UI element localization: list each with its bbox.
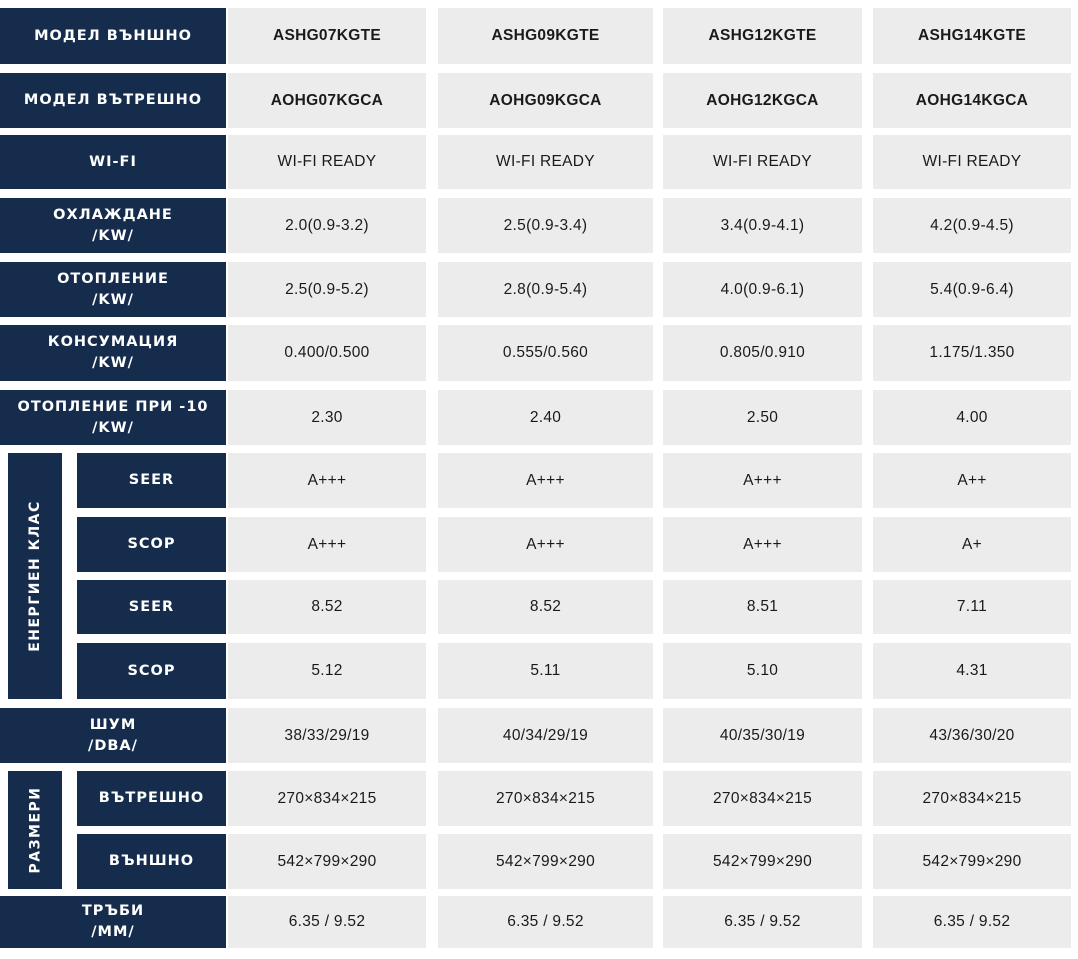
value-energy-class-4-3-text: 5.10 xyxy=(746,662,779,679)
value-energy-class-1-2-text: A+++ xyxy=(526,471,565,489)
value-consumption-2 xyxy=(438,325,653,381)
value-noise-4 xyxy=(873,708,1071,763)
row-label-wifi xyxy=(0,135,226,189)
value-energy-class-3-3-text: 8.51 xyxy=(746,598,779,615)
value-models-indoor-2 xyxy=(438,73,653,128)
energy-class-sub-label-1-text: SEER xyxy=(128,472,175,488)
value-heating-minus10-1 xyxy=(228,390,426,445)
value-energy-class-2-4-text: A+ xyxy=(962,535,982,553)
value-energy-class-1-1-text: A+++ xyxy=(307,471,347,489)
value-pipes-1-text: 6.35 / 9.52 xyxy=(288,913,366,930)
row-label-heating-text: ОТОПЛЕНИЕ /KW/ xyxy=(57,270,169,308)
value-wifi-2-text: WI-FI READY xyxy=(496,153,595,170)
value-wifi-1-text: WI-FI READY xyxy=(277,153,377,170)
value-energy-class-3-1-text: 8.52 xyxy=(311,598,343,615)
value-dimensions-1-3-text: 270×834×215 xyxy=(713,789,812,807)
value-noise-3-text: 40/35/30/19 xyxy=(719,726,806,744)
value-heating-2-text: 2.8(0.9-5.4) xyxy=(503,280,588,298)
value-pipes-3-text: 6.35 / 9.52 xyxy=(724,913,801,930)
value-noise-1 xyxy=(228,708,426,763)
dimensions-group-label-text: РАЗМЕРИ xyxy=(27,786,44,874)
value-dimensions-1-1 xyxy=(228,771,426,826)
value-models-indoor-1 xyxy=(228,73,426,128)
value-pipes-2 xyxy=(438,896,653,948)
value-dimensions-1-3 xyxy=(663,771,862,826)
value-consumption-3 xyxy=(663,325,862,381)
row-label-cooling xyxy=(0,198,226,253)
energy-class-sub-label-3 xyxy=(77,580,226,634)
row-label-noise-text: ШУМ /DBA/ xyxy=(88,716,138,754)
value-energy-class-4-1 xyxy=(228,643,426,699)
value-energy-class-1-4 xyxy=(873,453,1071,508)
value-energy-class-3-4-text: 7.11 xyxy=(956,598,988,615)
value-cooling-4-text: 4.2(0.9-4.5) xyxy=(930,216,1014,234)
value-models-outdoor-1-text: ASHG07KGTE xyxy=(272,27,382,44)
value-energy-class-3-3 xyxy=(663,580,862,634)
energy-class-sub-label-4 xyxy=(77,643,226,699)
value-pipes-3 xyxy=(663,896,862,948)
dimensions-sub-label-1 xyxy=(77,771,226,826)
row-label-models-outdoor xyxy=(0,8,226,64)
dimensions-sub-label-1-text: ВЪТРЕШНО xyxy=(98,790,205,806)
value-energy-class-3-2-text: 8.52 xyxy=(529,598,562,615)
value-models-outdoor-3 xyxy=(663,8,862,64)
row-label-consumption xyxy=(0,325,226,381)
value-models-indoor-3-text: AOHG12KGCA xyxy=(706,91,819,109)
value-energy-class-4-1-text: 5.12 xyxy=(311,662,343,679)
energy-class-sub-label-1 xyxy=(77,453,226,508)
row-label-heating-minus10 xyxy=(0,390,226,445)
value-energy-class-3-2 xyxy=(438,580,653,634)
value-wifi-2 xyxy=(438,135,653,189)
value-consumption-1-text: 0.400/0.500 xyxy=(284,344,370,361)
value-cooling-2 xyxy=(438,198,653,253)
value-noise-1-text: 38/33/29/19 xyxy=(284,726,370,744)
value-cooling-1-text: 2.0(0.9-3.2) xyxy=(285,216,369,234)
value-energy-class-4-2 xyxy=(438,643,653,699)
energy-class-group-label-text: ЕНЕРГИЕН КЛАС xyxy=(27,500,44,652)
row-label-models-outdoor-text: МОДЕЛ ВЪНШНО xyxy=(34,27,192,44)
value-dimensions-2-1 xyxy=(228,834,426,889)
value-consumption-4 xyxy=(873,325,1071,381)
value-models-outdoor-1 xyxy=(228,8,426,64)
value-energy-class-4-3 xyxy=(663,643,862,699)
value-consumption-4-text: 1.175/1.350 xyxy=(929,344,1015,361)
value-heating-4 xyxy=(873,262,1071,317)
value-heating-1 xyxy=(228,262,426,317)
value-energy-class-4-2-text: 5.11 xyxy=(530,662,561,679)
value-energy-class-2-1 xyxy=(228,517,426,572)
row-label-models-indoor xyxy=(0,73,226,128)
value-dimensions-1-4 xyxy=(873,771,1071,826)
row-label-models-indoor-text: МОДЕЛ ВЪТРЕШНО xyxy=(23,92,203,108)
energy-class-group-label xyxy=(8,453,62,699)
value-models-outdoor-2-text: ASHG09KGTE xyxy=(491,27,600,44)
value-cooling-3-text: 3.4(0.9-4.1) xyxy=(720,216,805,234)
value-energy-class-3-1 xyxy=(228,580,426,634)
value-energy-class-2-4 xyxy=(873,517,1071,572)
value-heating-minus10-3 xyxy=(663,390,862,445)
value-energy-class-2-2 xyxy=(438,517,653,572)
value-wifi-4 xyxy=(873,135,1071,189)
value-cooling-3 xyxy=(663,198,862,253)
value-models-outdoor-4 xyxy=(873,8,1071,64)
row-label-wifi-text: WI-FI xyxy=(89,153,137,170)
value-heating-2 xyxy=(438,262,653,317)
dimensions-sub-label-2-text: ВЪНШНО xyxy=(108,853,195,869)
value-dimensions-1-1-text: 270×834×215 xyxy=(277,789,377,807)
value-models-outdoor-3-text: ASHG12KGTE xyxy=(708,27,817,44)
value-pipes-2-text: 6.35 / 9.52 xyxy=(507,913,584,930)
value-pipes-1 xyxy=(228,896,426,948)
value-wifi-4-text: WI-FI READY xyxy=(922,153,1022,170)
energy-class-sub-label-3-text: SEER xyxy=(128,598,175,615)
value-cooling-1 xyxy=(228,198,426,253)
value-dimensions-1-4-text: 270×834×215 xyxy=(922,789,1022,807)
value-models-indoor-1-text: AOHG07KGCA xyxy=(270,91,384,109)
value-noise-3 xyxy=(663,708,862,763)
row-label-cooling-text: ОХЛАЖДАНЕ /KW/ xyxy=(53,206,173,244)
value-heating-minus10-1-text: 2.30 xyxy=(311,408,343,426)
value-energy-class-2-1-text: A+++ xyxy=(307,535,347,553)
value-dimensions-1-2-text: 270×834×215 xyxy=(496,789,595,807)
value-dimensions-2-1-text: 542×799×290 xyxy=(277,852,377,870)
row-label-pipes xyxy=(0,896,226,948)
energy-class-sub-label-4-text: SCOP xyxy=(127,662,176,679)
value-energy-class-1-3 xyxy=(663,453,862,508)
value-energy-class-4-4 xyxy=(873,643,1071,699)
value-energy-class-2-3 xyxy=(663,517,862,572)
value-dimensions-2-3-text: 542×799×290 xyxy=(713,852,812,870)
value-wifi-3 xyxy=(663,135,862,189)
energy-class-sub-label-2-text: SCOP xyxy=(127,536,176,552)
value-consumption-2-text: 0.555/0.560 xyxy=(502,344,589,361)
value-dimensions-2-2 xyxy=(438,834,653,889)
value-heating-minus10-4-text: 4.00 xyxy=(956,408,988,426)
value-energy-class-1-3-text: A+++ xyxy=(743,471,782,489)
dimensions-group-label xyxy=(8,771,62,889)
value-dimensions-2-4-text: 542×799×290 xyxy=(922,852,1022,870)
value-noise-2-text: 40/34/29/19 xyxy=(502,726,589,744)
value-wifi-3-text: WI-FI READY xyxy=(713,153,812,170)
dimensions-sub-label-2 xyxy=(77,834,226,889)
value-energy-class-1-2 xyxy=(438,453,653,508)
row-label-heating-minus10-text: ОТОПЛЕНИЕ ПРИ -10 /KW/ xyxy=(17,398,209,436)
value-dimensions-2-4 xyxy=(873,834,1071,889)
value-heating-minus10-4 xyxy=(873,390,1071,445)
value-energy-class-2-2-text: A+++ xyxy=(526,535,565,553)
row-label-heating xyxy=(0,262,226,317)
value-dimensions-1-2 xyxy=(438,771,653,826)
value-models-indoor-3 xyxy=(663,73,862,128)
value-heating-minus10-2 xyxy=(438,390,653,445)
value-energy-class-1-4-text: A++ xyxy=(957,471,987,489)
value-noise-2 xyxy=(438,708,653,763)
value-cooling-2-text: 2.5(0.9-3.4) xyxy=(503,216,588,234)
value-dimensions-2-2-text: 542×799×290 xyxy=(496,852,595,870)
value-models-outdoor-4-text: ASHG14KGTE xyxy=(917,27,1027,44)
value-wifi-1 xyxy=(228,135,426,189)
value-heating-3 xyxy=(663,262,862,317)
value-heating-minus10-2-text: 2.40 xyxy=(529,408,562,426)
value-energy-class-2-3-text: A+++ xyxy=(743,535,782,553)
energy-class-sub-label-2 xyxy=(77,517,226,572)
value-heating-3-text: 4.0(0.9-6.1) xyxy=(720,280,805,298)
value-energy-class-3-4 xyxy=(873,580,1071,634)
value-consumption-3-text: 0.805/0.910 xyxy=(719,344,806,361)
value-models-indoor-4-text: AOHG14KGCA xyxy=(915,91,1029,109)
value-noise-4-text: 43/36/30/20 xyxy=(929,726,1015,744)
value-cooling-4 xyxy=(873,198,1071,253)
row-label-consumption-text: КОНСУМАЦИЯ /KW/ xyxy=(47,334,179,371)
value-dimensions-2-3 xyxy=(663,834,862,889)
row-label-noise xyxy=(0,708,226,763)
value-models-outdoor-2 xyxy=(438,8,653,64)
value-heating-minus10-3-text: 2.50 xyxy=(746,408,779,426)
value-energy-class-1-1 xyxy=(228,453,426,508)
value-pipes-4-text: 6.35 / 9.52 xyxy=(933,913,1011,930)
value-consumption-1 xyxy=(228,325,426,381)
value-energy-class-4-4-text: 4.31 xyxy=(956,662,988,679)
value-models-indoor-2-text: AOHG09KGCA xyxy=(489,91,602,109)
value-models-indoor-4 xyxy=(873,73,1071,128)
value-heating-1-text: 2.5(0.9-5.2) xyxy=(285,280,369,298)
value-heating-4-text: 5.4(0.9-6.4) xyxy=(930,280,1014,298)
row-label-pipes-text: ТРЪБИ /MM/ xyxy=(81,903,145,940)
value-pipes-4 xyxy=(873,896,1071,948)
